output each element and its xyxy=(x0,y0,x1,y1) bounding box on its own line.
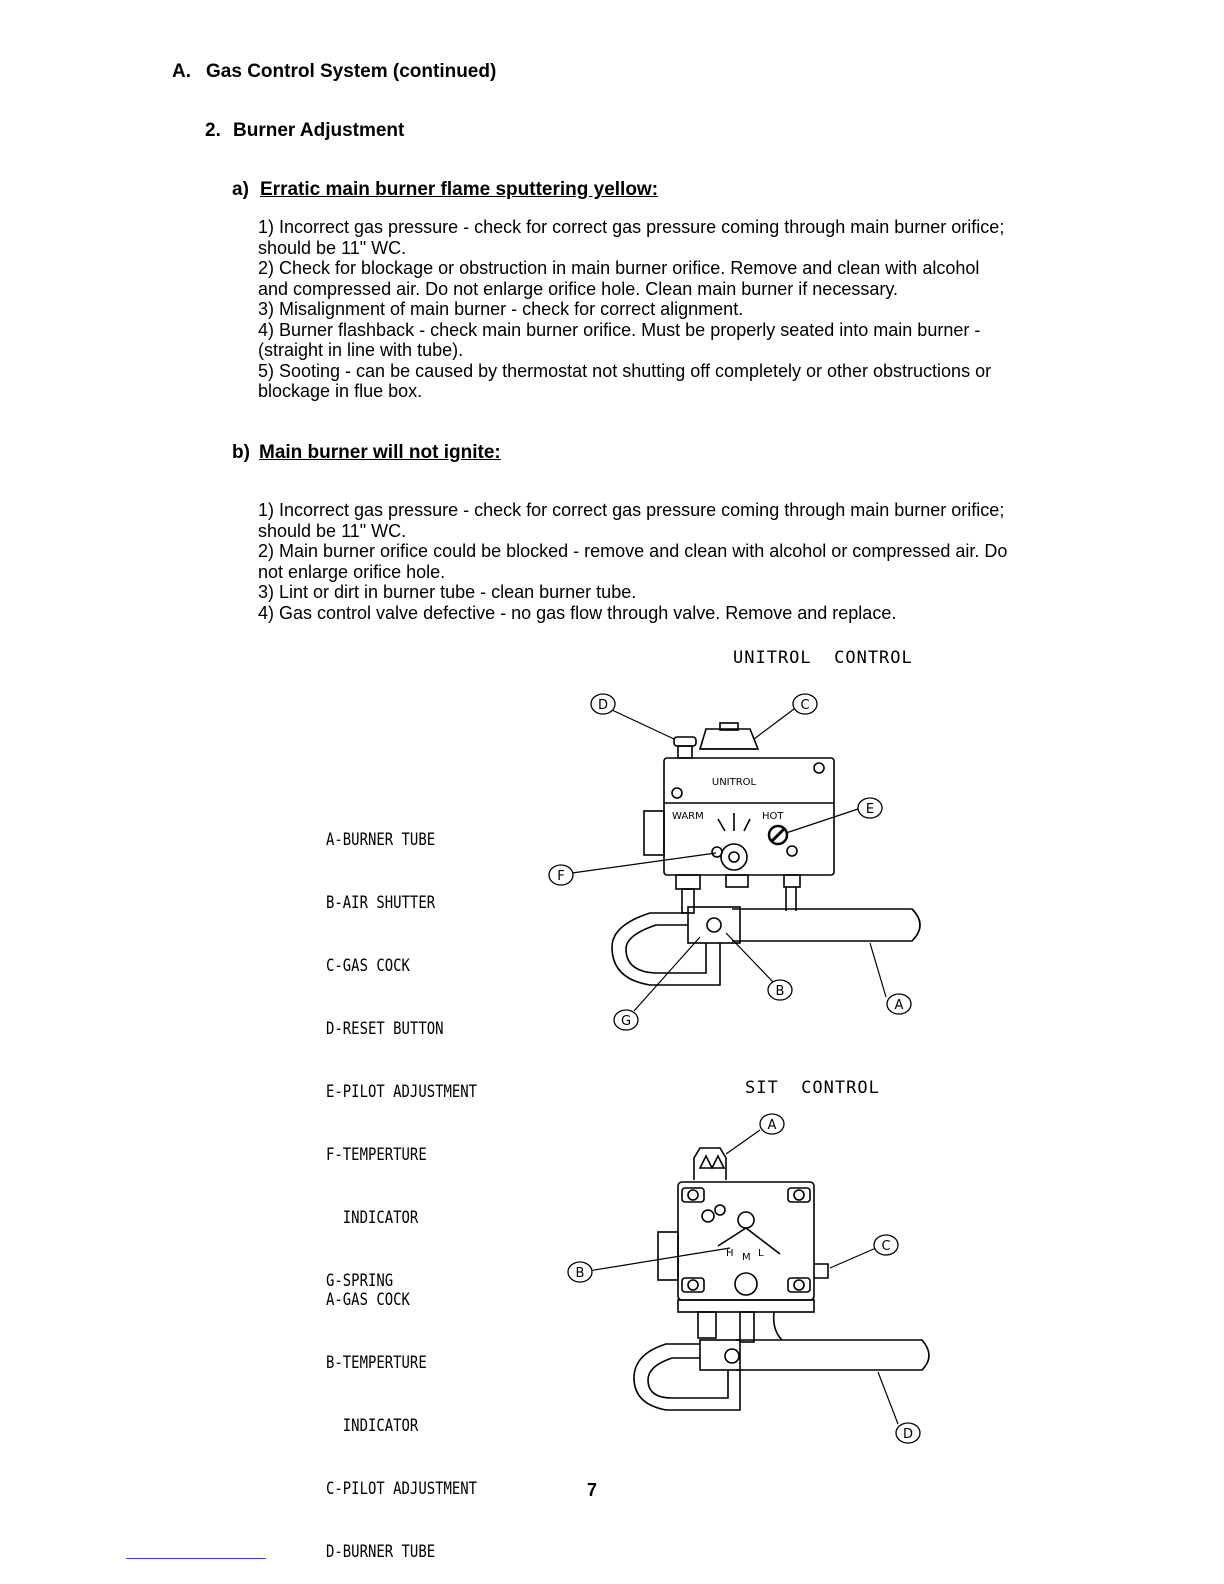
legend-item: B-AIR SHUTTER xyxy=(326,893,436,913)
callout-f: F xyxy=(557,869,565,884)
callout-d: D xyxy=(902,1427,914,1442)
part-a-heading: Erratic main burner flame sputtering yellow: xyxy=(260,179,659,200)
part-a-line: (straight in line with tube). xyxy=(258,340,464,360)
part-b-line: not enlarge orifice hole. xyxy=(258,561,446,582)
legend-item: C-GAS COCK xyxy=(326,956,410,976)
callout-g: G xyxy=(620,1014,632,1029)
air-shutter-shape xyxy=(700,1340,740,1370)
sit-diagram xyxy=(560,1108,940,1458)
callout-c: C xyxy=(800,698,810,713)
section-label: A. xyxy=(172,61,191,82)
unitrol-legend xyxy=(326,788,477,1313)
legend-item: B-TEMPERTURE xyxy=(326,1353,427,1373)
unitrol-diagram xyxy=(540,685,940,1035)
callout-b: B xyxy=(775,984,785,999)
part-a-line: 1) Incorrect gas pressure - check for correct gas pressure coming through main burner orifice; xyxy=(258,217,1005,237)
part-a-line: should be 11" WC. xyxy=(258,237,407,258)
part-b-label: b) xyxy=(232,442,250,463)
part-a-line: blockage in flue box. xyxy=(258,381,423,401)
legend-item: A-GAS COCK xyxy=(326,1290,410,1310)
footnote-rule xyxy=(126,1558,266,1559)
pilot-adjustment-shape xyxy=(814,1264,828,1278)
page-number: 7 xyxy=(587,1480,598,1500)
part-b-line: 3) Lint or dirt in burner tube - clean burner tube. xyxy=(258,582,637,602)
unitrol-brand: UNITROL xyxy=(711,777,757,788)
subsection-label: 2. xyxy=(205,120,221,141)
sit-body xyxy=(678,1182,814,1300)
reset-button-stem xyxy=(678,746,692,758)
part-b-line: 1) Incorrect gas pressure - check for correct gas pressure coming through main burner orifice; xyxy=(258,500,1005,520)
callout-c: C xyxy=(881,1239,891,1254)
legend-item: D-RESET BUTTON xyxy=(326,1019,444,1039)
subsection-title: Burner Adjustment xyxy=(233,120,405,141)
dial-m: M xyxy=(742,1252,751,1263)
spring-loop xyxy=(612,913,720,985)
part-b-line: should be 11" WC. xyxy=(258,520,407,541)
part-b-line: 4) Gas control valve defective - no gas flow through valve. Remove and replace. xyxy=(258,602,897,623)
legend-item: INDICATOR xyxy=(326,1416,419,1436)
callout-b: B xyxy=(575,1266,585,1281)
burner-tube-shape xyxy=(736,1340,929,1370)
part-b-body xyxy=(258,500,1058,623)
callout-d: D xyxy=(597,698,609,713)
legend-item: C-PILOT ADJUSTMENT xyxy=(326,1479,478,1499)
legend-item: INDICATOR xyxy=(326,1208,419,1228)
reset-knob xyxy=(735,1273,757,1295)
hot-label: HOT xyxy=(762,811,784,822)
callout-a: A xyxy=(894,998,904,1013)
spring-loop xyxy=(634,1344,740,1410)
dial-l: L xyxy=(758,1248,764,1259)
callout-e: E xyxy=(865,802,875,817)
temperature-dial xyxy=(721,844,747,870)
legend-item: G-SPRING xyxy=(326,1271,394,1291)
part-a-line: 2) Check for blockage or obstruction in main burner orifice. Remove and clean with alcohol xyxy=(258,258,980,278)
gas-cock-shape xyxy=(700,729,758,749)
screw-icon xyxy=(672,788,682,798)
part-a-line: 3) Misalignment of main burner - check for correct alignment. xyxy=(258,299,744,319)
warm-label: WARM xyxy=(672,811,704,822)
legend-item: E-PILOT ADJUSTMENT xyxy=(326,1082,478,1102)
unitrol-side-tab xyxy=(644,811,664,855)
part-a-line: 4) Burner flashback - check main burner orifice. Must be properly seated into main burner - xyxy=(258,319,981,340)
fitting-shape xyxy=(676,875,700,889)
callout-a: A xyxy=(767,1118,777,1133)
legend-item: A-BURNER TUBE xyxy=(326,830,436,850)
sit-legend xyxy=(326,1248,477,1584)
part-a-body xyxy=(258,217,1058,402)
part-a-line: and compressed air. Do not enlarge orifice hole. Clean main burner if necessary. xyxy=(258,278,899,299)
burner-tube-shape xyxy=(732,909,920,941)
screw-icon xyxy=(787,846,797,856)
sit-title: SIT CONTROL xyxy=(745,1078,880,1098)
part-b-heading: Main burner will not ignite: xyxy=(259,442,501,463)
air-shutter-shape xyxy=(688,907,740,943)
unitrol-title: UNITROL CONTROL xyxy=(733,648,913,668)
legend-item: D-BURNER TUBE xyxy=(326,1542,436,1562)
screw-icon xyxy=(814,763,824,773)
part-a-line: 5) Sooting - can be caused by thermostat not shutting off completely or other obstructions or xyxy=(258,360,992,381)
dial-h: H xyxy=(726,1248,734,1259)
legend-item: F-TEMPERTURE xyxy=(326,1145,427,1165)
sit-side-tab xyxy=(658,1232,678,1280)
section-title: Gas Control System (continued) xyxy=(206,61,497,82)
reset-button-shape xyxy=(674,737,696,746)
part-a-label: a) xyxy=(232,179,249,200)
part-b-line: 2) Main burner orifice could be blocked - remove and clean with alcohol or compressed air. Do xyxy=(258,541,1008,561)
